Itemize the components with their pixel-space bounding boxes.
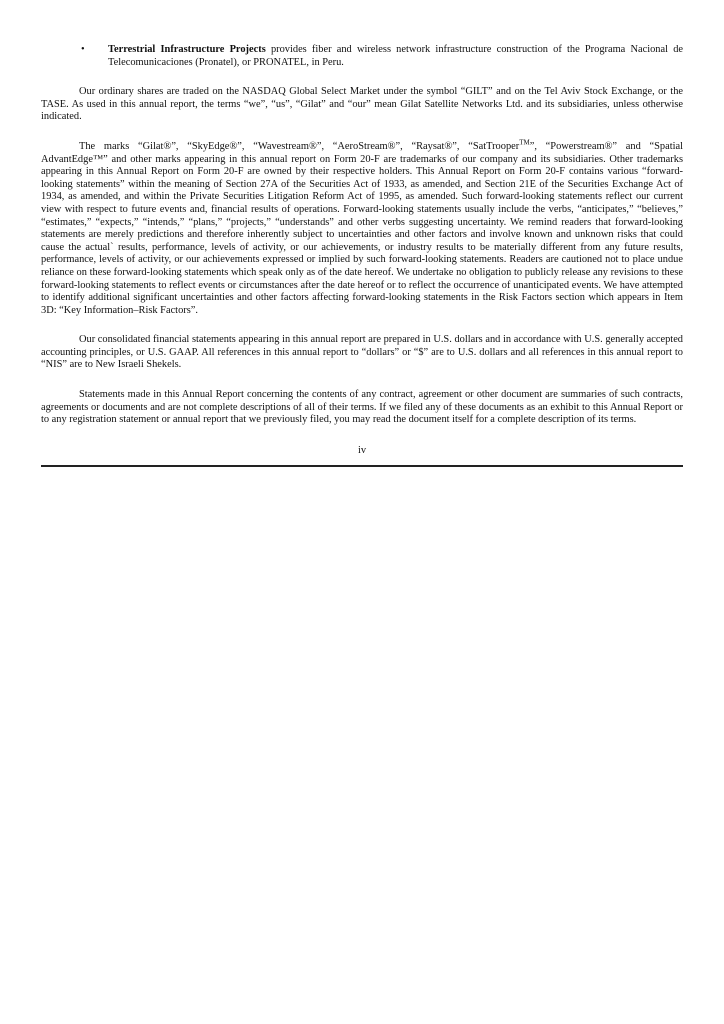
trademarks-text-part-2: ”, “Powerstream®” and “Spatial AdvantEdge™” and other marks appearing in this annual report on Form 20-F are trademarks of our company and its subsidiaries. Other trademarks appearing in this Annual Report on Form 20-F are owned by their respective holders. This Annual Report on Form 20-F contains various “forward-looking statements” within the meaning of Section 27A of the Securities Act of 1933, as amended, and Section 21E of the Securities Exchange Act of 1934, as amended, and within the Private Securities Litigation Reform Act of 1995, as amended. Such forward-looking statements reflect our current view with respect to future events and, financial results of operations. Forward-looking statements usually include the verbs, “anticipates,” “believes,” “estimates,” “expects,” “intends,” “plans,” “projects,” “understands” and other verbs suggesting uncertainty. We remind readers that forward-looking statements are merely predictions and therefore inherently subject to uncertainties and other factors and involve known and unknown risks that could cause the actual` results, performance, levels of activity, or our achievements, or industry results to be materially different from any future results, performance, levels of activity, or our achievements expressed or implied by such forward-looking statements. Readers are cautioned not to place undue reliance on these forward-looking statements which speak only as of the date hereof. We undertake no obligation to publicly release any revisions to these forward-looking statements to reflect events or circumstances after the date hereof or to reflect the occurrence of unanticipated events. We have attempted to identify additional significant uncertainties and other factors affecting forward-looking statements in the Risk Factors section which appears in Item 3D: “Key Information–Risk Factors”. [41,140,684,316]
document-page [41,44,683,467]
trademark-superscript: TM [519,138,530,147]
trademarks-paragraph [41,138,684,317]
trademarks-text-part-1: The marks “Gilat®”, “SkyEdge®”, “Wavestream®”, “AeroStream®”, “Raysat®”, “SatTrooper [79,140,520,152]
financial-statements-paragraph: Our consolidated financial statements appearing in this annual report are prepared in U.S. dollars and in accordance with U.S. generally accepted accounting principles, or U.S. GAAP. All references in this annual report to “dollars” or “$” are to U.S. dollars and all references in this annual report to “NIS” are to New Israeli Shekels. [41,334,683,371]
shares-paragraph: Our ordinary shares are traded on the NASDAQ Global Select Market under the symbol “GILT” and on the Tel Aviv Stock Exchange, or the TASE. As used in this annual report, the terms “we”, “us”, “Gilat” and “our” mean Gilat Satellite Networks Ltd. and its subsidiaries, unless otherwise indicated. [41,86,683,123]
bullet-paragraph [108,44,683,69]
bullet-marker: • [81,44,85,55]
statements-paragraph: Statements made in this Annual Report concerning the contents of any contract, agreement or other document are summaries of such contracts, agreements or documents and are not complete descriptions of all of their terms. If we filed any of these documents as an exhibit to this Annual Report or to any registration statement or annual report that we previously filed, you may read the document itself for a complete description of its terms. [41,389,683,426]
bullet-body: provides fiber and wireless network infrastructure construction of the Programa Nacional de Telecomunicaciones (Pronatel), or PRONATEL, in Peru. [108,44,683,68]
page-divider [41,465,683,467]
bullet-title: Terrestrial Infrastructure Projects [108,44,266,55]
bullet-item [41,44,683,69]
page-number: iv [357,444,367,456]
